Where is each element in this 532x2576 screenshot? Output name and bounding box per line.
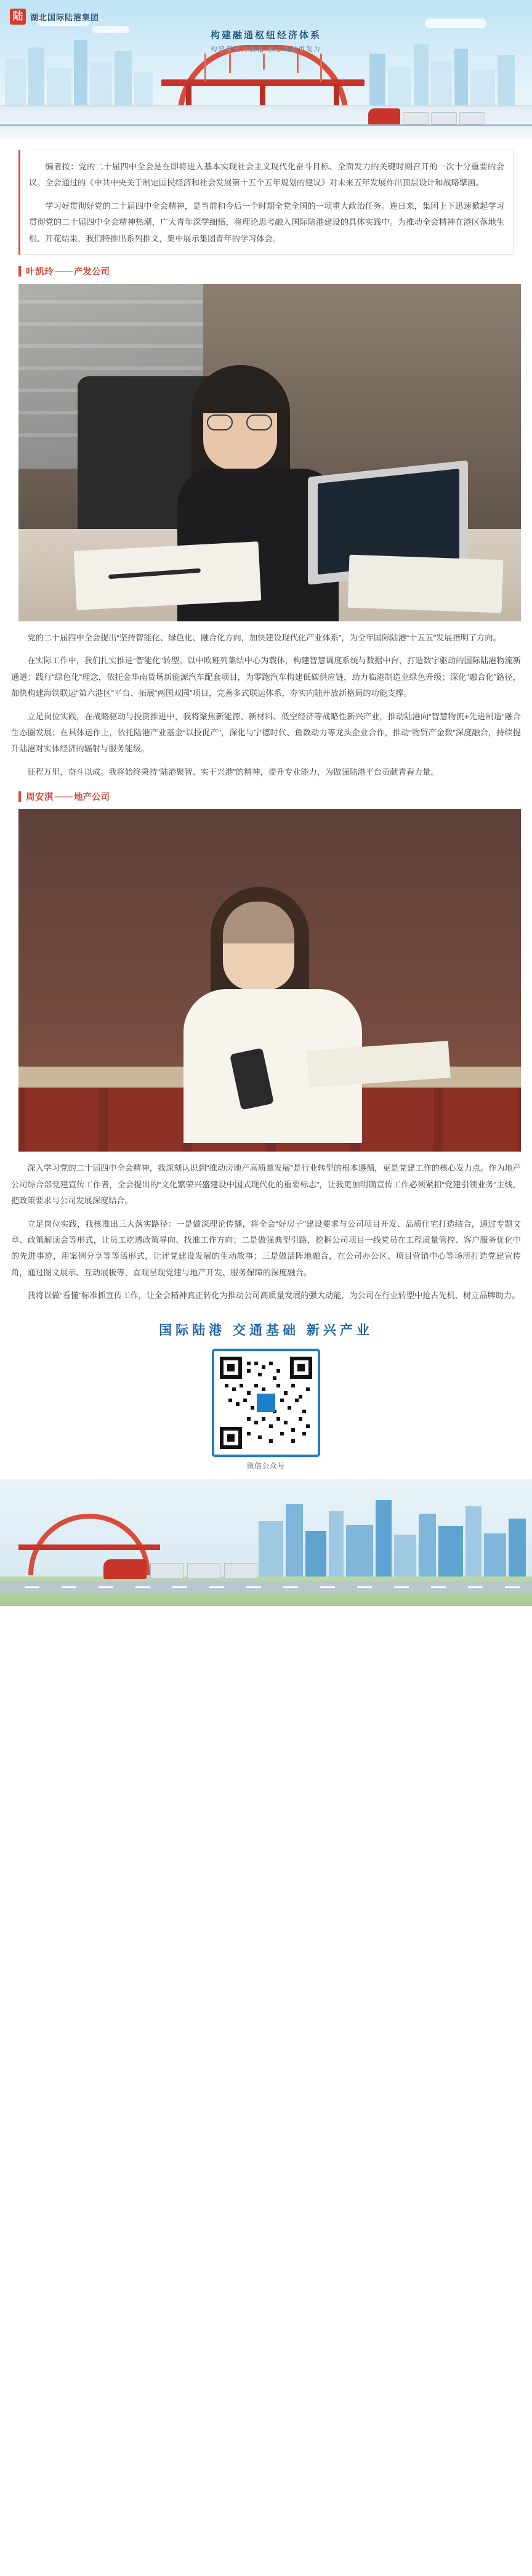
person-name: 周安淇	[26, 793, 54, 803]
body-paragraph: 在实际工作中，我们扎实推进“智能化”转型。以中欧班列集结中心为载体，构建智慧调度系统与数据中台，打造数字驱动的国际陆港物流新通道；践行“绿色化”理念，依托金华南货场新能源汽车配套项目，为零跑汽车构建低碳供应链，助力临港制造业绿色升级；深化“融合化”路径，加快构建海铁联运“第六港区”平台、拓展“两国双园”项目，完善多式联运体系，夯实内陆开放新格局的功能支撑。	[11, 656, 521, 698]
editor-note-paragraph: 编者按：党的二十届四中全会是在即将进入基本实现社会主义现代化奋斗目标、全面发力的关键时期召开的一次十分重要的会议。全会通过的《中共中央关于制定国民经济和社会发展第十五个五年规划的建议》对未来五年发展作出顶层设计和战略擘画。	[29, 162, 504, 188]
body-paragraph: 征程万里，奋斗以成。我将始终秉持“陆港聚智、实干兴港”的精神，提升专业能力，为做强陆港平台贡献青春力量。	[27, 767, 439, 777]
footer-title: 国际陆港 交通基础 新兴产业	[159, 1323, 373, 1338]
cloud-decoration	[425, 18, 486, 28]
wechat-official-account-qr[interactable]	[212, 1349, 320, 1457]
railway-line	[0, 124, 532, 126]
footer-train-icon	[103, 1558, 257, 1579]
person-organization: 地产公司	[74, 793, 110, 803]
editor-note-block	[18, 150, 514, 255]
site-logo[interactable]	[10, 9, 99, 25]
person-name: 叶凯玲	[26, 267, 54, 278]
header-banner	[0, 0, 532, 139]
section-heading-ye-kailing	[18, 265, 514, 278]
person-separator: ——	[55, 791, 73, 802]
body-paragraph: 党的二十届四中全会提出“坚持智能化、绿色化、融合化方向，加快建设现代化产业体系”，为全年国际陆港“十五五”发展指明了方向。	[27, 633, 501, 643]
heading-accent-bar-icon	[18, 791, 21, 802]
photo-ye-kailing-at-desk	[18, 284, 521, 621]
banner-subtitle: 构建新型开放化 核心动脉再发力	[211, 46, 321, 53]
body-paragraph: 立足岗位实践，我核准出三大落实路径：一是做深理论传播，将全会“好房子”建设要求与公司项目开发、品质住宅打造结合，通过专题文章、政策解读会等形式，让员工吃透政策导向、找准工作方向；二是做强典型引路，挖掘公司项目一线党员在工程质量管控、客户服务优化中的先进事迹，用案例分享等等活形式，让评党建设发展的生动故事；三是做活阵地融合，在公司办公区、项目营销中心等场所打造党建宣传角，通过图文展示、互动展板等，直观呈现党建与地产开发、服务保障的深度融合。	[11, 1219, 521, 1277]
qr-caption: 微信公众号	[246, 1462, 286, 1470]
photo-zhou-anqi-taking-notes	[18, 809, 521, 1152]
person-organization: 产发公司	[74, 267, 110, 278]
banner-title: 构建融通枢纽经济体系	[210, 30, 321, 41]
person-separator: ——	[55, 266, 73, 277]
logo-mark-icon: 陆	[10, 9, 26, 25]
article-content	[0, 150, 532, 1471]
body-paragraph: 立足岗位实践，在战略驱动与投资推进中，我将聚焦新能源、新材料、低空经济等战略性新兴产业，推动陆港向“智慧物流+先进制造”融合生态圈发展；在具体运作上，依托陆港产业基金“以投促产”，深化与宁德时代、鱼数动力等龙头企业合作，推动“物贸产金数”深度融合，持续提升陆港对实体经济的辐射与服务能级。	[11, 711, 521, 754]
footer-illustration	[0, 1479, 532, 1606]
heading-accent-bar-icon	[18, 266, 21, 277]
train-illustration	[368, 107, 485, 124]
qr-code-image	[220, 1357, 312, 1449]
body-paragraph: 深入学习党的二十届四中全会精神，我深刻认识到“推动房地产高质量发展”是行业转型的根本遵循，更是党建工作的核心发力点。作为地产公司综合部党建宣传工作者，全会提出的“文化繁荣兴盛建设中国式现代化的重要标志”，让我更加明确宣传工作必须紧扣“党建引领业务”主线，把政策要求与公司发展深度结合。	[11, 1163, 521, 1206]
section-heading-zhou-anqi	[18, 790, 514, 803]
body-paragraph: 我将以做“看懂”标准抓宣传工作，让全会精神真正转化为推动公司高质量发展的强大动能，为公司在行业转型中抢占先机、树立品牌助力。	[27, 1291, 520, 1301]
editor-note-paragraph: 学习好贯彻好党的二十届四中全会精神，是当前和今后一个时期全党全国的一项重大政治任务。连日来，集团上下迅速掀起学习贯彻党的二十届四中全会精神热潮，广大青年深学细悟，将理论思考融入国际陆港建设的具体实践中。为推动全会精神在港区落地生根、开花结果，我们特推出系列推文，集中展示集团青年的学习体会。	[29, 201, 504, 243]
logo-text: 湖北国际陆港集团	[30, 12, 100, 22]
